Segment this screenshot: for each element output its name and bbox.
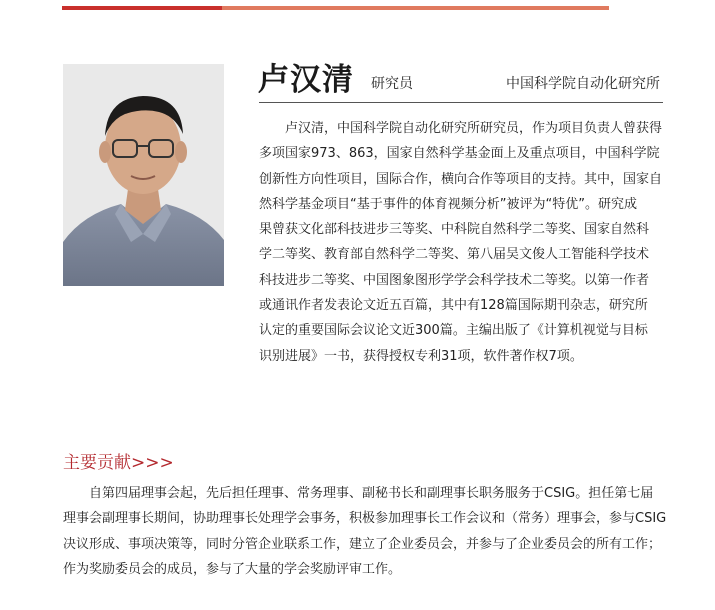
biography-line: 科技进步二等奖、中国图象图形学学会科学技术二等奖。以第一作者: [259, 272, 650, 288]
top-accent-bar-light: [222, 6, 609, 10]
portrait-photo: [63, 64, 224, 286]
person-title: 研究员: [371, 76, 413, 92]
biography-line: 识别进展》一书，获得授权专利31项，软件著作权7项。: [259, 348, 583, 364]
person-institution: 中国科学院自动化研究所: [506, 76, 660, 92]
top-accent-bar-dark: [62, 6, 222, 10]
contributions-line: 自第四届理事会起，先后担任理事、常务理事、副秘书长和副理事长职务服务于CSIG。担任第七届: [89, 486, 654, 501]
contributions-line: 作为奖励委员会的成员，参与了大量的学会奖励评审工作。: [63, 561, 402, 577]
biography-line: 果曾获文化部科技进步三等奖、中科院自然科学二等奖、国家自然科: [259, 222, 650, 238]
portrait-illustration: [63, 64, 224, 286]
biography-line: 或通讯作者发表论文近五百篇，其中有128篇国际期刊杂志，研究所: [259, 298, 648, 314]
contributions-line: 决议形成、事项决策等，同时分管企业联系工作，建立了企业委员会，并参与了企业委员会的所有工作；: [63, 536, 662, 552]
biography-line: 然科学基金项目“基于事件的体育视频分析”被评为“特优”。研究成: [259, 196, 637, 212]
person-name: 卢汉清: [258, 62, 354, 98]
biography-line: 多项国家973、863，国家自然科学基金面上及重点项目，中国科学院: [259, 146, 660, 162]
biography-line: 认定的重要国际会议论文近300篇。主编出版了《计算机视觉与目标: [259, 323, 648, 339]
biography-line: 学二等奖、教育部自然科学二等奖、第八届吴文俊人工智能科学技术: [259, 247, 650, 263]
contributions-heading: 主要贡献>>>: [63, 453, 174, 473]
contributions-line: 理事会副理事长期间，协助理事长处理学会事务，积极参加理事长工作会议和（常务）理事会，参与CSIG: [63, 511, 667, 527]
header-divider: [259, 102, 663, 103]
biography: [259, 116, 663, 369]
contributions-text: [63, 481, 665, 582]
biography-line: 卢汉清，中国科学院自动化研究所研究员，作为项目负责人曾获得: [285, 121, 663, 136]
biography-line: 创新性方向性项目，国际合作，横向合作等项目的支持。其中，国家自: [259, 171, 663, 187]
top-accent-bar: [62, 6, 609, 10]
